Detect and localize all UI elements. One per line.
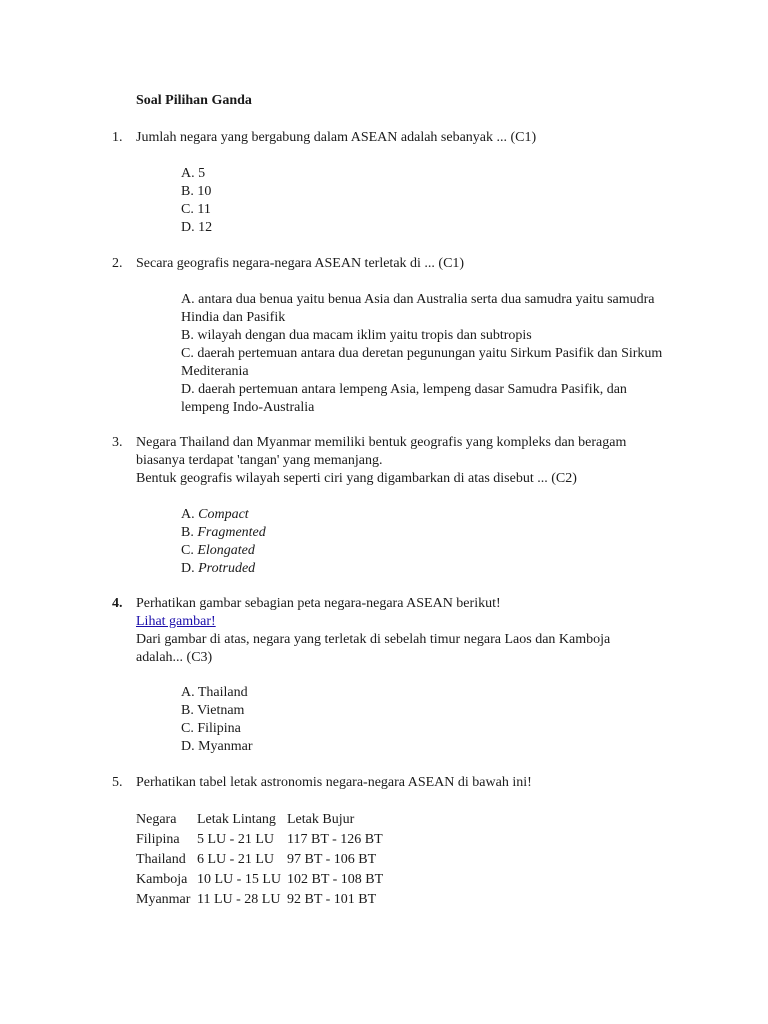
question-3-options xyxy=(181,506,681,578)
option-c xyxy=(181,542,681,560)
table-cell: Myanmar xyxy=(136,892,191,907)
question-text-line-2: Dari gambar di atas, negara yang terletak di sebelah timur negara Laos dan Kamboja xyxy=(136,632,611,647)
table-cell: 6 LU - 21 LU xyxy=(197,852,274,867)
table-cell: Kamboja xyxy=(136,872,188,887)
table-header-cell: Negara xyxy=(136,812,177,827)
page-title: Soal Pilihan Ganda xyxy=(136,93,252,108)
table-cell: 5 LU - 21 LU xyxy=(197,832,274,847)
question-2 xyxy=(112,255,672,273)
question-text: Jumlah negara yang bergabung dalam ASEAN adalah sebanyak ... (C1) xyxy=(136,130,537,145)
option-d: D. daerah pertemuan antara lempeng Asia, lempeng dasar Samudra Pasifik, dan lempeng Indo-Australia xyxy=(181,382,627,415)
option-a: A. Thailand xyxy=(181,685,248,700)
option-term: Compact xyxy=(198,507,249,522)
option-term: Elongated xyxy=(197,543,255,558)
option-c: C. Filipina xyxy=(181,721,241,736)
view-image-link[interactable]: Lihat gambar! xyxy=(136,614,216,629)
question-text-line-1: Negara Thailand dan Myanmar memiliki bentuk geografis yang kompleks dan beragam xyxy=(136,435,627,450)
question-number: 3. xyxy=(112,435,123,450)
table-cell: 117 BT - 126 BT xyxy=(287,832,383,847)
astronomical-location-table xyxy=(134,810,385,910)
option-c: C. daerah pertemuan antara dua deretan pegunungan yaitu Sirkum Pasifik dan Sirkum Mediterania xyxy=(181,346,663,379)
table-header-cell: Letak Lintang xyxy=(197,812,276,827)
question-text-line-2: biasanya terdapat 'tangan' yang memanjang. xyxy=(136,453,383,468)
question-text: Secara geografis negara-negara ASEAN terletak di ... (C1) xyxy=(136,256,465,271)
question-2-options xyxy=(181,291,669,417)
question-4-options xyxy=(181,684,681,756)
table-header-row xyxy=(134,810,385,830)
option-letter: C. xyxy=(181,543,194,558)
option-a: A. 5 xyxy=(181,166,206,181)
question-1 xyxy=(112,129,672,147)
table-cell: Thailand xyxy=(136,852,186,867)
question-text-line-3: adalah... (C3) xyxy=(136,650,213,665)
option-a: A. antara dua benua yaitu benua Asia dan Australia serta dua samudra yaitu samudra Hindia dan Pasifik xyxy=(181,292,655,325)
table-row xyxy=(134,830,385,850)
table-row xyxy=(134,850,385,870)
question-text-line-3: Bentuk geografis wilayah seperti ciri yang digambarkan di atas disebut ... (C2) xyxy=(136,471,577,486)
question-1-options xyxy=(181,165,681,237)
option-b: B. Vietnam xyxy=(181,703,245,718)
option-c: C. 11 xyxy=(181,202,211,217)
option-d xyxy=(181,560,681,578)
table-cell: 97 BT - 106 BT xyxy=(287,852,377,867)
option-d: D. Myanmar xyxy=(181,739,253,754)
table-row xyxy=(134,890,385,910)
table-header-cell: Letak Bujur xyxy=(287,812,355,827)
question-text: Perhatikan tabel letak astronomis negara-negara ASEAN di bawah ini! xyxy=(136,775,532,790)
table-cell: 11 LU - 28 LU xyxy=(197,892,281,907)
question-3 xyxy=(112,434,672,488)
option-term: Fragmented xyxy=(197,525,266,540)
question-4 xyxy=(112,595,672,667)
option-letter: B. xyxy=(181,525,194,540)
question-number: 2. xyxy=(112,256,123,271)
option-b: B. 10 xyxy=(181,184,212,199)
table-cell: 10 LU - 15 LU xyxy=(197,872,281,887)
option-term: Protruded xyxy=(198,561,256,576)
table-cell: 92 BT - 101 BT xyxy=(287,892,377,907)
question-number: 1. xyxy=(112,130,123,145)
question-number: 5. xyxy=(112,775,123,790)
question-number: 4. xyxy=(112,596,123,611)
table-row xyxy=(134,870,385,890)
option-d: D. 12 xyxy=(181,220,213,235)
table-cell: 102 BT - 108 BT xyxy=(287,872,384,887)
question-5 xyxy=(112,774,672,792)
option-b xyxy=(181,524,681,542)
option-a xyxy=(181,506,681,524)
option-letter: D. xyxy=(181,561,195,576)
option-letter: A. xyxy=(181,507,195,522)
question-text-line-1: Perhatikan gambar sebagian peta negara-negara ASEAN berikut! xyxy=(136,596,501,611)
option-b: B. wilayah dengan dua macam iklim yaitu tropis dan subtropis xyxy=(181,328,532,343)
table-cell: Filipina xyxy=(136,832,180,847)
